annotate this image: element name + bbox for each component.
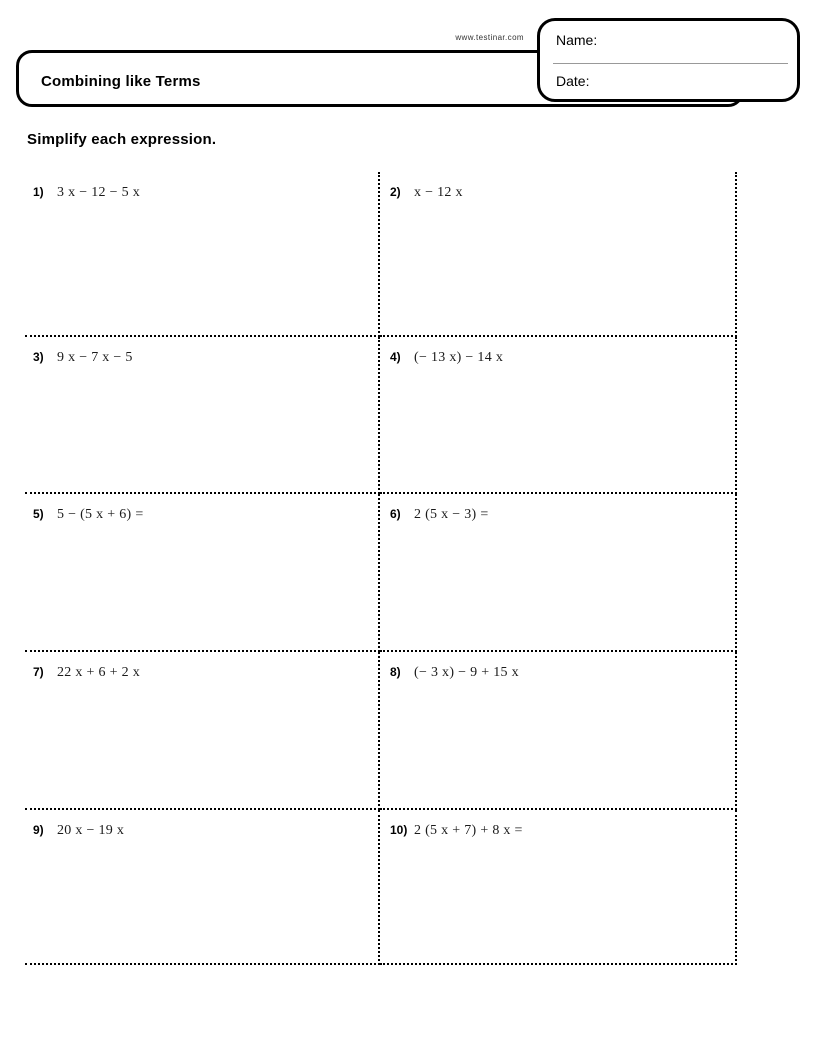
problem-expression: 9 x − 7 x − 5 [57,350,133,365]
problem-number: 3) [33,350,44,364]
problem-4 [390,350,731,366]
date-label: Date: [556,73,590,89]
problem-grid [25,172,737,965]
problem-cell-10 [380,810,737,965]
problem-1 [33,185,374,201]
worksheet-title: Combining like Terms [41,73,201,90]
problem-cell-6 [380,494,737,652]
problem-cell-5 [25,494,380,652]
problem-number: 8) [390,665,401,679]
problem-number: 7) [33,665,44,679]
problem-expression: 3 x − 12 − 5 x [57,185,140,200]
problem-number: 10) [390,823,408,837]
problem-expression: 20 x − 19 x [57,823,125,838]
problem-3 [33,350,374,366]
problem-expression: (− 13 x) − 14 x [414,350,504,365]
problem-number: 1) [33,185,44,199]
problem-expression: 2 (5 x − 3) = [414,507,489,522]
problem-7 [33,665,374,681]
problem-8 [390,665,731,681]
problem-cell-7 [25,652,380,810]
problem-cell-2 [380,172,737,337]
problem-expression: 5 − (5 x + 6) = [57,507,144,522]
name-date-box [537,18,800,102]
problem-number: 6) [390,507,401,521]
problem-5 [33,507,374,523]
problem-number: 9) [33,823,44,837]
name-underline [553,63,788,64]
problem-6 [390,507,731,523]
website-watermark: www.testinar.com [455,33,524,42]
problem-cell-1 [25,172,380,337]
problem-cell-9 [25,810,380,965]
problem-number: 5) [33,507,44,521]
problem-cell-4 [380,337,737,494]
problem-cell-3 [25,337,380,494]
problem-10 [390,823,731,839]
problem-expression: 22 x + 6 + 2 x [57,665,140,680]
problem-cell-8 [380,652,737,810]
problem-expression: x − 12 x [414,185,463,200]
instructions-text: Simplify each expression. [27,131,217,148]
name-label: Name: [556,32,598,48]
problem-number: 4) [390,350,401,364]
problem-2 [390,185,731,201]
problem-number: 2) [390,185,401,199]
problem-expression: (− 3 x) − 9 + 15 x [414,665,519,680]
problem-expression: 2 (5 x + 7) + 8 x = [414,823,523,838]
problem-9 [33,823,374,839]
